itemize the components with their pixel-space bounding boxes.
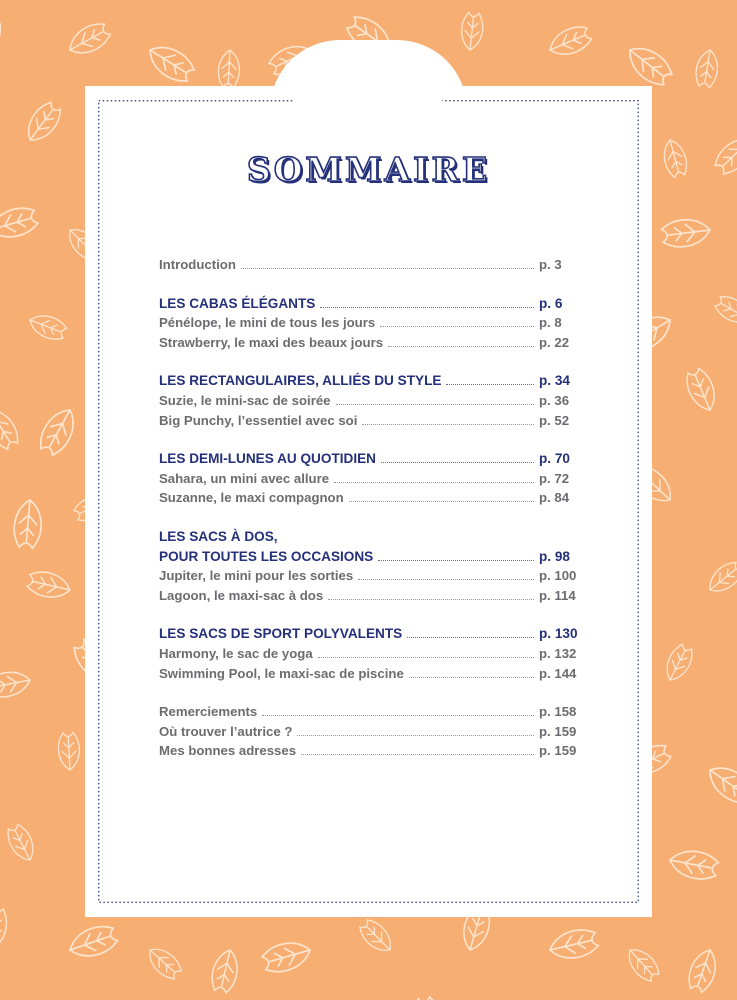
- leaf-motif: [58, 732, 81, 770]
- section-page: p. 6: [539, 295, 563, 311]
- toc-entry-suzanne[interactable]: [159, 488, 579, 508]
- toc-entry-page: p. 132: [539, 645, 577, 661]
- toc-entry-label: Lagoon, le maxi-sac à dos: [159, 587, 324, 603]
- leaf-motif: [694, 48, 720, 88]
- leaf-motif: [66, 922, 120, 963]
- dot-leader: [262, 712, 534, 716]
- dot-leader: [318, 654, 534, 658]
- table-of-contents: [159, 255, 579, 780]
- leaf-motif: [356, 916, 397, 957]
- leaf-motif: [545, 22, 594, 61]
- leaf-motif: [667, 847, 719, 882]
- dot-leader: [336, 401, 534, 405]
- toc-entry-label: Pénélope, le mini de tous les jours: [159, 315, 376, 331]
- toc-entry-harmony[interactable]: [159, 644, 579, 664]
- leaf-motif: [547, 926, 600, 963]
- leaf-motif: [712, 292, 737, 329]
- leaf-motif: [412, 996, 441, 1000]
- dot-leader: [334, 479, 534, 483]
- toc-entry-page: p. 8: [539, 315, 562, 331]
- toc-entry-lagoon[interactable]: [159, 586, 579, 606]
- toc-entry-sahara[interactable]: [159, 469, 579, 489]
- toc-section-heading[interactable]: [159, 449, 579, 469]
- dot-leader: [320, 304, 534, 308]
- toc-group-extras: [159, 702, 579, 761]
- toc-entry-label: Remerciements: [159, 704, 258, 720]
- section-title: LES SACS DE SPORT POLYVALENTS: [159, 626, 403, 642]
- leaf-motif: [685, 946, 721, 994]
- toc-section-heading[interactable]: [159, 371, 579, 391]
- toc-entry-suzie[interactable]: [159, 391, 579, 411]
- toc-entry-label: Strawberry, le maxi des beaux jours: [159, 334, 384, 350]
- leaf-motif: [26, 569, 73, 602]
- dot-leader: [241, 265, 534, 269]
- dot-leader: [328, 596, 534, 600]
- toc-section-heading[interactable]: [159, 624, 579, 644]
- leaf-motif: [661, 217, 712, 249]
- page-title: SOMMAIRE: [246, 150, 491, 189]
- leaf-motif: [661, 642, 697, 685]
- dot-leader: [388, 343, 534, 347]
- toc-entry-introduction[interactable]: [159, 255, 579, 275]
- section-page: p. 98: [539, 548, 570, 564]
- section-page: p. 70: [539, 451, 570, 467]
- toc-entry-label: Suzanne, le maxi compagnon: [159, 490, 344, 506]
- toc-entry-page: p. 3: [539, 257, 562, 272]
- leaf-motif: [0, 668, 32, 699]
- leaf-motif: [711, 131, 737, 178]
- leaf-motif: [0, 906, 9, 952]
- section-page: p. 34: [539, 373, 570, 389]
- section-title-line-2: POUR TOUTES LES OCCASIONS: [159, 548, 374, 564]
- leaf-motif: [143, 942, 185, 983]
- toc-entry-page: p. 114: [539, 587, 576, 603]
- toc-entry-label: Swimming Pool, le maxi-sac de piscine: [159, 665, 404, 681]
- leaf-motif: [702, 759, 737, 808]
- toc-entry-penelope[interactable]: [159, 313, 579, 333]
- toc-entry-page: p. 36: [539, 392, 570, 408]
- toc-entry-page: p. 159: [539, 743, 577, 759]
- toc-entry-page: p. 159: [539, 723, 577, 739]
- dot-leader: [301, 751, 534, 755]
- toc-section-demi-lunes: [159, 449, 579, 508]
- toc-group-intro: [159, 255, 579, 275]
- toc-entry-page: p. 52: [539, 412, 570, 428]
- toc-entry-swimming-pool[interactable]: [159, 664, 579, 684]
- dot-leader: [349, 498, 534, 502]
- leaf-motif: [660, 137, 690, 179]
- leaf-motif: [35, 404, 82, 459]
- dot-leader: [407, 634, 534, 638]
- leaf-motif: [622, 39, 676, 90]
- dot-leader: [297, 732, 534, 736]
- section-title: LES DEMI-LUNES AU QUOTIDIEN: [159, 451, 377, 467]
- leaf-motif: [13, 499, 44, 549]
- toc-section-rectangulaires: [159, 371, 579, 430]
- section-page: p. 130: [539, 626, 578, 642]
- leaf-motif: [460, 12, 485, 51]
- leaf-motif: [682, 366, 721, 415]
- leaf-motif: [218, 49, 241, 87]
- toc-entry-autrice[interactable]: [159, 722, 579, 742]
- dot-leader: [358, 576, 534, 580]
- toc-entry-label: Où trouver l’autrice ?: [159, 723, 293, 739]
- toc-entry-label: Mes bonnes adresses: [159, 743, 297, 759]
- leaf-motif: [21, 99, 66, 147]
- leaf-motif: [4, 822, 40, 865]
- section-title-line-1[interactable]: LES SACS À DOS,: [159, 528, 278, 544]
- toc-entry-jupiter[interactable]: [159, 566, 579, 586]
- toc-entry-page: p. 144: [539, 665, 577, 681]
- section-title: LES RECTANGULAIRES, ALLIÉS DU STYLE: [159, 373, 442, 389]
- toc-entry-big-punchy[interactable]: [159, 411, 579, 431]
- leaf-motif: [26, 310, 68, 343]
- dot-leader: [362, 421, 534, 425]
- leaf-motif: [703, 558, 737, 598]
- toc-entry-page: p. 100: [539, 568, 577, 584]
- toc-entry-label: Jupiter, le mini pour les sorties: [159, 568, 354, 584]
- toc-entry-strawberry[interactable]: [159, 333, 579, 353]
- leaf-motif: [143, 39, 198, 87]
- leaf-motif: [0, 404, 23, 453]
- section-title: LES CABAS ÉLÉGANTS: [159, 295, 316, 311]
- toc-entry-page: p. 22: [539, 334, 570, 350]
- toc-entry-label: Introduction: [159, 257, 236, 272]
- dot-leader: [409, 674, 534, 678]
- toc-section-cabas: [159, 294, 579, 353]
- leaf-motif: [260, 937, 313, 976]
- toc-section-heading[interactable]: [159, 294, 579, 314]
- toc-section-sport: [159, 624, 579, 683]
- dot-leader: [381, 459, 534, 463]
- dot-leader: [378, 557, 534, 561]
- toc-entry-page: p. 158: [539, 704, 577, 720]
- leaf-motif: [209, 947, 242, 994]
- toc-entry-page: p. 84: [539, 490, 570, 506]
- toc-entry-page: p. 72: [539, 470, 570, 486]
- dot-leader: [380, 323, 534, 327]
- toc-entry-label: Suzie, le mini-sac de soirée: [159, 392, 331, 408]
- toc-entry-adresses[interactable]: [159, 741, 579, 761]
- toc-entry-label: Big Punchy, l’essentiel avec soi: [159, 412, 358, 428]
- dot-leader: [446, 381, 534, 385]
- leaf-motif: [0, 204, 40, 243]
- toc-entry-label: Harmony, le sac de yoga: [159, 645, 313, 661]
- toc-section-heading[interactable]: [159, 547, 579, 567]
- leaf-motif: [64, 19, 113, 60]
- toc-section-sacs-a-dos: [159, 527, 579, 605]
- toc-entry-remerciements[interactable]: [159, 702, 579, 722]
- leaf-motif: [622, 943, 663, 985]
- toc-entry-label: Sahara, un mini avec allure: [159, 470, 330, 486]
